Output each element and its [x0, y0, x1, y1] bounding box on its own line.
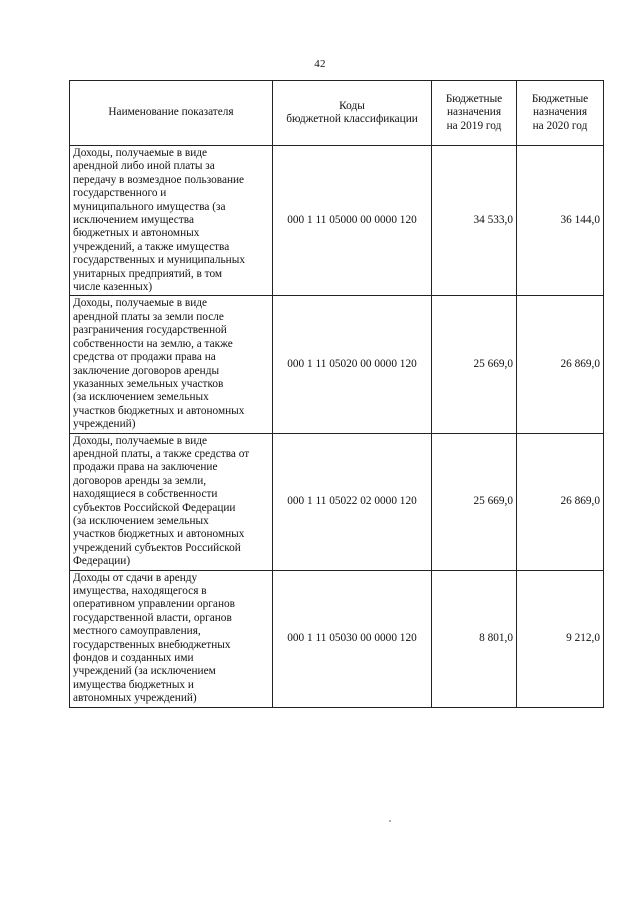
text-line: муниципального имущества (за [73, 200, 226, 213]
text-line: автономных учреждений) [73, 692, 197, 705]
table-row [70, 433, 604, 570]
text-line: назначения [532, 106, 588, 119]
header-budget-codes [273, 81, 432, 146]
header-budget-2020 [517, 81, 604, 146]
text-line: имущества, находящегося в [73, 585, 207, 597]
text-line: Наименование показателя [108, 106, 234, 119]
text-line: участков бюджетных и автономных [73, 404, 245, 417]
text-line: Бюджетные [445, 92, 503, 105]
text-line: оперативном управлении органов [73, 598, 235, 611]
value-2019-cell: 34 533,0 [432, 146, 517, 296]
table-row [70, 570, 604, 707]
text-line: (за исключением земельных [73, 514, 209, 527]
text-line: продажи права на заключение [73, 461, 218, 474]
text-line: Коды [339, 99, 365, 112]
text-line: находящиеся в собственности [73, 488, 218, 501]
text-line: государственного и [73, 187, 167, 200]
text-line: Доходы, получаемые в виде [73, 297, 208, 310]
budget-code-cell: 000 1 11 05000 00 0000 120 [273, 146, 432, 296]
text-line: учреждений, а также имущества [73, 240, 230, 253]
text-line: государственной власти, органов [73, 611, 232, 624]
text-line: бюджетной классификации [286, 113, 418, 125]
text-line: учреждений (за исключением [73, 665, 216, 678]
text-line: арендной платы, а также средства от [73, 447, 250, 460]
text-line: местного самоуправления, [73, 625, 201, 638]
table-header-row [70, 81, 604, 146]
indicator-name-cell [70, 570, 273, 707]
text-line: арендной платы за земли после [73, 310, 224, 323]
text-line: указанных земельных участков [73, 377, 224, 390]
text-line: на 2020 год [532, 119, 588, 132]
indicator-name-cell [70, 146, 273, 296]
budget-code-cell: 000 1 11 05030 00 0000 120 [273, 570, 432, 707]
value-2020-cell: 26 869,0 [517, 296, 604, 433]
value-2019-cell: 25 669,0 [432, 296, 517, 433]
text-line: Доходы, получаемые в виде [73, 434, 208, 447]
text-line: государственных внебюджетных [73, 638, 231, 651]
text-line: договоров аренды за земли, [73, 474, 207, 487]
text-line: фондов и созданных ими [73, 652, 194, 665]
indicator-name-cell [70, 433, 273, 570]
indicator-name-cell [70, 296, 273, 433]
table-row [70, 296, 604, 433]
header-indicator-name [70, 81, 273, 146]
text-line: заключение договоров аренды [73, 364, 220, 377]
value-2020-cell: 9 212,0 [517, 570, 604, 707]
text-line: исключением имущества [73, 214, 194, 227]
scan-speck [389, 820, 391, 822]
budget-code-cell: 000 1 11 05022 02 0000 120 [273, 433, 432, 570]
table-row [70, 146, 604, 296]
value-2019-cell: 25 669,0 [432, 433, 517, 570]
text-line: имущества бюджетных и [73, 678, 194, 691]
text-line: назначения [446, 106, 502, 119]
text-line: разграничения государственной [73, 324, 227, 337]
text-line: средства от продажи права на [73, 351, 216, 364]
value-2019-cell: 8 801,0 [432, 570, 517, 707]
text-line: учреждений субъектов Российской [73, 541, 241, 554]
value-2020-cell: 26 869,0 [517, 433, 604, 570]
text-line: Доходы от сдачи в аренду [73, 571, 198, 584]
text-line: передачу в возмездное пользование [73, 173, 245, 186]
text-line: на 2019 год [446, 119, 502, 132]
budget-code-cell: 000 1 11 05020 00 0000 120 [273, 296, 432, 433]
text-line: государственных и муниципальных [73, 254, 245, 267]
text-line: Бюджетные [531, 92, 589, 105]
value-2020-cell: 36 144,0 [517, 146, 604, 296]
page-number: 42 [314, 58, 326, 70]
text-line: арендной либо иной платы за [73, 160, 215, 173]
text-line: участков бюджетных и автономных [73, 528, 245, 541]
text-line: субъектов Российской Федерации [73, 501, 236, 514]
text-line: числе казенных) [73, 281, 153, 294]
text-line: унитарных предприятий, в том [73, 267, 223, 280]
text-line: Федерации) [73, 555, 131, 568]
text-line: (за исключением земельных [73, 391, 209, 404]
header-budget-2019 [432, 81, 517, 146]
text-line: Доходы, получаемые в виде [73, 147, 208, 159]
budget-table [69, 80, 604, 708]
text-line: собственности на землю, а также [73, 337, 233, 350]
text-line: учреждений) [73, 418, 136, 431]
text-line: бюджетных и автономных [73, 227, 200, 240]
